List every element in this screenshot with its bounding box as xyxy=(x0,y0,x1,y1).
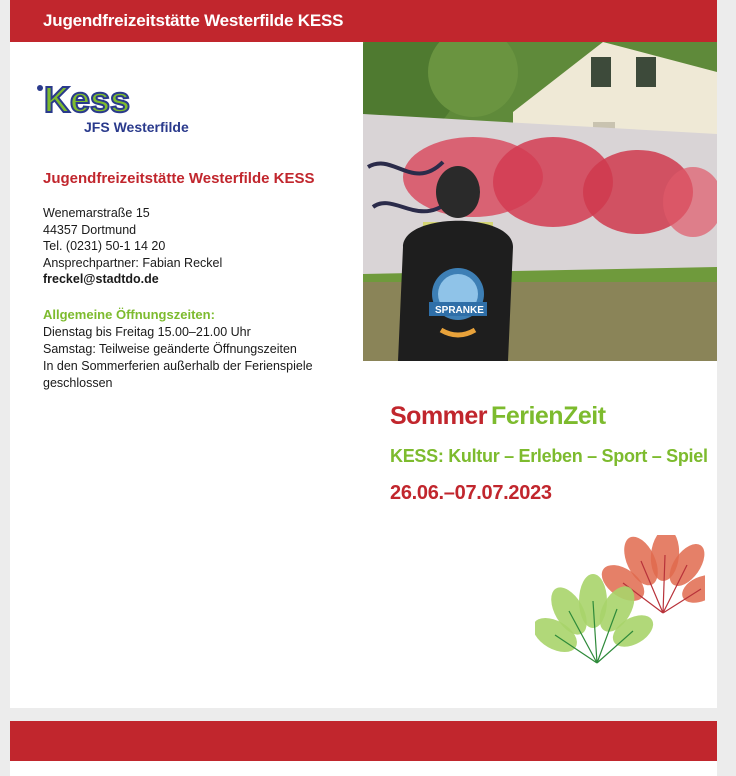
promo-title xyxy=(390,402,606,431)
logo-subtitle: JFS Westerfilde xyxy=(84,119,189,135)
footer-bar xyxy=(10,721,717,761)
title-word-sommer: Sommer xyxy=(390,402,488,430)
header-title: Jugendfreizeitstätte Westerfilde KESS xyxy=(43,11,344,30)
org-heading: Jugendfreizeitstätte Westerfilde KESS xyxy=(43,170,315,187)
decorative-flowers xyxy=(535,535,705,680)
email-link[interactable]: freckel@stadtdo.de xyxy=(43,272,159,286)
phone: Tel. (0231) 50-1 14 20 xyxy=(43,239,166,253)
logo-mark: Kess xyxy=(44,79,131,120)
title-word-ferienzeit: FerienZeit xyxy=(491,402,606,430)
city: 44357 Dortmund xyxy=(43,222,137,237)
graffiti-photo xyxy=(363,42,717,361)
street: Wenemarstraße 15 xyxy=(43,206,150,220)
address-block xyxy=(43,205,222,288)
promo-subtitle: KESS: Kultur – Erleben – Sport – Spiel xyxy=(390,446,708,466)
hours-line-saturday: Samstag: Teilweise geänderte Öffnungszeiten xyxy=(43,342,297,356)
hours-title: Allgemeine Öffnungszeiten: xyxy=(43,307,215,322)
hours-line-summer: In den Sommerferien außerhalb der Ferienspiele geschlossen xyxy=(43,359,313,390)
hoodie-text: SPRANKE xyxy=(435,305,484,316)
hours-block xyxy=(43,324,313,392)
promo-dates: 26.06.–07.07.2023 xyxy=(390,482,552,504)
footer-strip xyxy=(10,761,717,776)
contact-person: Ansprechpartner: Fabian Reckel xyxy=(43,255,223,270)
hours-line-weekday: Dienstag bis Freitag 15.00–21.00 Uhr xyxy=(43,325,251,339)
header-bar xyxy=(10,0,717,42)
